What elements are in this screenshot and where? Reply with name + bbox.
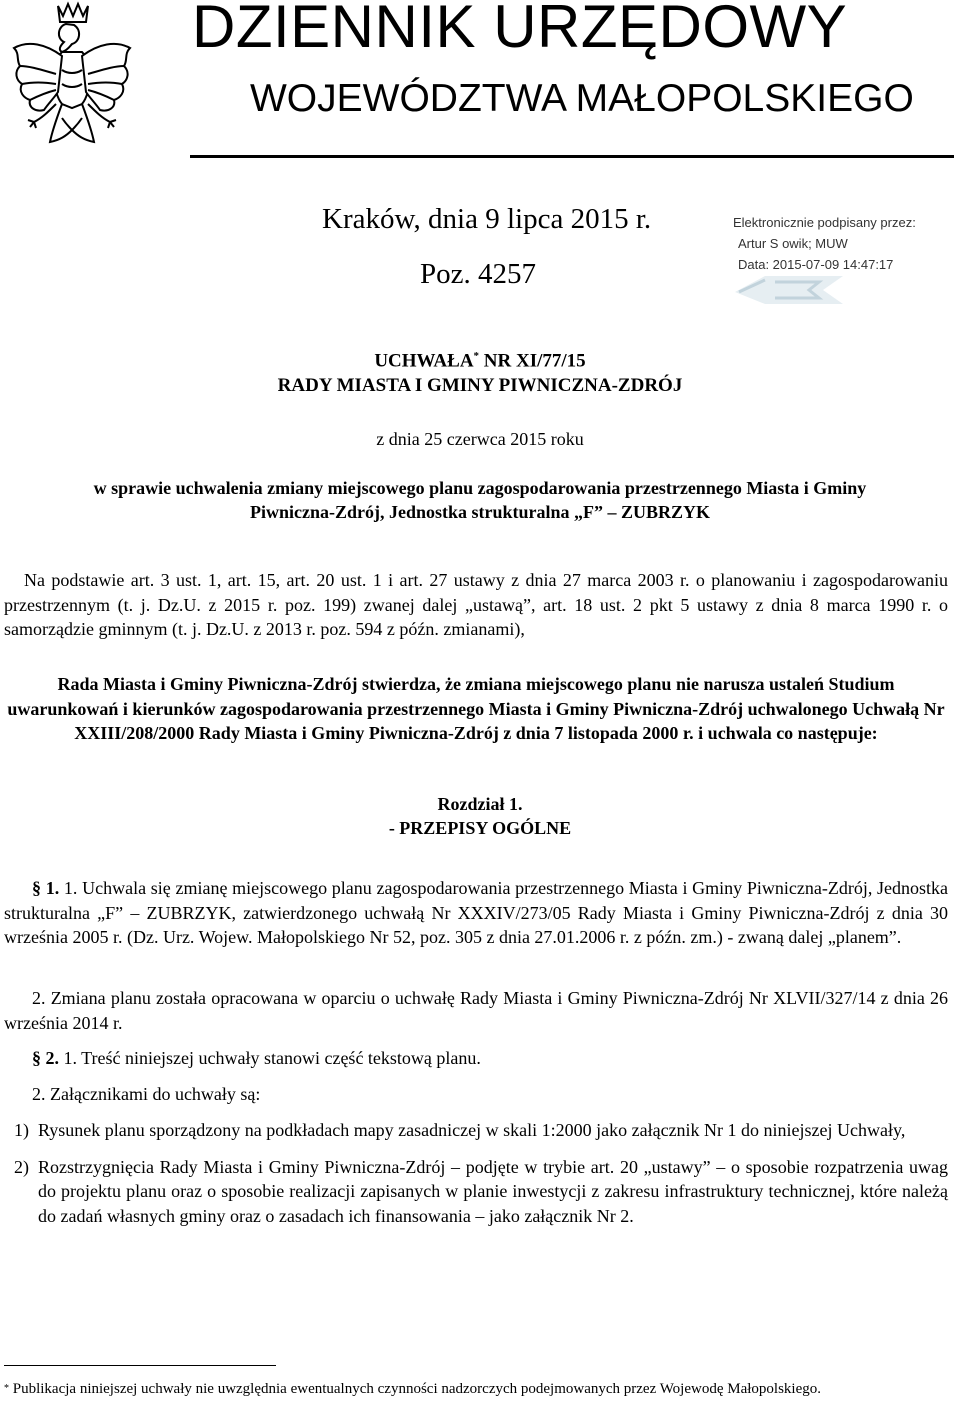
signature-line-1: Elektronicznie podpisany przez: bbox=[733, 215, 916, 230]
list-item-text: Rozstrzygnięcia Rady Miasta i Gminy Piwniczna-Zdrój – podjęte w trybie art. 20 „ustawy” – o sposobie rozpatrzenia uwag do projektu planu oraz o sposobie realizacji zapisanych w planie inwestycji z zakresu infrastruktury technicznej, które należą do zadań własnych gminy oraz o zasadach ich finansowania – jako załącznik Nr 2. bbox=[38, 1156, 948, 1226]
section-2-label: § 2. bbox=[32, 1048, 59, 1068]
subject-line-2: Piwniczna-Zdrój, Jednostka strukturalna „F” – ZUBRZYK bbox=[249, 502, 711, 522]
eagle-emblem-icon bbox=[6, 0, 136, 165]
chapter-number: Rozdział 1. bbox=[437, 794, 523, 814]
list-item-text: Rysunek planu sporządzony na podkładach mapy zasadniczej w skali 1:2000 jako załącznik Nr 1 do niniejszej Uchwały, bbox=[38, 1120, 906, 1140]
footnote-marker: * bbox=[4, 1383, 9, 1394]
council-statement: Rada Miasta i Gminy Piwniczna-Zdrój stwierdza, że zmiana miejscowego planu nie narusza ustaleń Studium uwarunkowań i kierunków zagospodarowania przestrzennego Miasta i Gminy Piwniczna-Zdrój uchwalonego Uchwałą Nr XXIII/208/2000 Rady Miasta i Gminy Piwniczna-Zdrój z dnia 7 listopada 2000 r. i uchwala co następuje: bbox=[7, 674, 945, 743]
signature-logo-icon bbox=[735, 270, 845, 310]
resolution-date: z dnia 25 czerwca 2015 roku bbox=[376, 429, 584, 449]
journal-subtitle: WOJEWÓDZTWA MAŁOPOLSKIEGO bbox=[250, 77, 914, 120]
header-rule bbox=[190, 155, 954, 158]
preamble: Na podstawie art. 3 ust. 1, art. 15, art. 20 ust. 1 i art. 27 ustawy z dnia 27 marca 2003 r. o planowaniu i zagospodarowaniu przestrzennym (t. j. Dz.U. z 2015 r. poz. 199) zwanej dalej „ustawą”, art. 18 ust. 2 pkt 5 ustawy z dnia 8 marca 1990 r. o samorządzie gminnym (t. j. Dz.U. z 2013 r. poz. 594 z późn. zmianami), bbox=[4, 570, 948, 639]
footnote-rule bbox=[4, 1365, 276, 1366]
section-1-paragraph-2: 2. Zmiana planu została opracowana w oparciu o uchwałę Rady Miasta i Gminy Piwniczna-Zdrój Nr XLVII/327/14 z dnia 26 września 2014 r. bbox=[4, 988, 948, 1033]
chapter-title: - PRZEPISY OGÓLNE bbox=[388, 818, 572, 838]
list-item-number: 2) bbox=[14, 1156, 29, 1177]
list-item bbox=[4, 1155, 948, 1229]
resolution-title bbox=[0, 350, 960, 372]
electronic-signature bbox=[733, 212, 916, 275]
council-name: RADY MIASTA I GMINY PIWNICZNA-ZDRÓJ bbox=[277, 375, 683, 396]
footnote-text: Publikacja niniejszej uchwały nie uwzględnia ewentualnych czynności nadzorczych podejmowanych przez Wojewodę Małopolskiego. bbox=[12, 1381, 821, 1397]
place-date: Kraków, dnia 9 lipca 2015 r. bbox=[322, 203, 652, 235]
footnote-marker: * bbox=[473, 350, 480, 362]
section-1-paragraph-1-text: Uchwala się zmianę miejscowego planu zagospodarowania przestrzennego Miasta i Gminy Piwniczna-Zdrój, Jednostka strukturalna „F” – ZUBRZYK, zatwierdzonego uchwałą Nr XXXIV/273/05 Rady Miasta i Gminy Piwniczna-Zdrój z dnia 30 września 2005 r. (Dz. Urz. Wojew. Małopolskiego Nr 52, poz. 305 z dnia 27.01.2006 r. z późn. zm.) - zwaną dalej „planem”. bbox=[4, 878, 949, 947]
section-1-paragraph-1 bbox=[4, 876, 948, 950]
attachments-list bbox=[4, 1118, 948, 1228]
position-number: Poz. 4257 bbox=[420, 258, 536, 290]
section-1-label: § 1. bbox=[32, 878, 60, 898]
list-item bbox=[4, 1118, 948, 1143]
section-2-paragraph-1-text: 1. Treść niniejszej uchwały stanowi część tekstową planu. bbox=[63, 1048, 481, 1068]
section-1-paragraph-1-num: 1. bbox=[63, 878, 78, 898]
section-2-paragraph-2: 2. Załącznikami do uchwały są: bbox=[32, 1084, 261, 1104]
signature-line-3: Data: 2015-07-09 14:47:17 bbox=[738, 257, 894, 272]
subject-line-1: w sprawie uchwalenia zmiany miejscowego planu zagospodarowania przestrzennego Miasta i Gminy bbox=[93, 478, 867, 498]
resolution-title-b: NR XI/77/15 bbox=[479, 350, 586, 372]
signature-line-2: Artur S owik; MUW bbox=[738, 236, 848, 251]
list-item-number: 1) bbox=[14, 1120, 29, 1140]
resolution-title-a: UCHWAŁA bbox=[374, 350, 474, 372]
section-2-paragraph-1 bbox=[4, 1046, 948, 1071]
journal-title: DZIENNIK URZĘDOWY bbox=[192, 0, 848, 60]
footnote bbox=[4, 1378, 948, 1400]
